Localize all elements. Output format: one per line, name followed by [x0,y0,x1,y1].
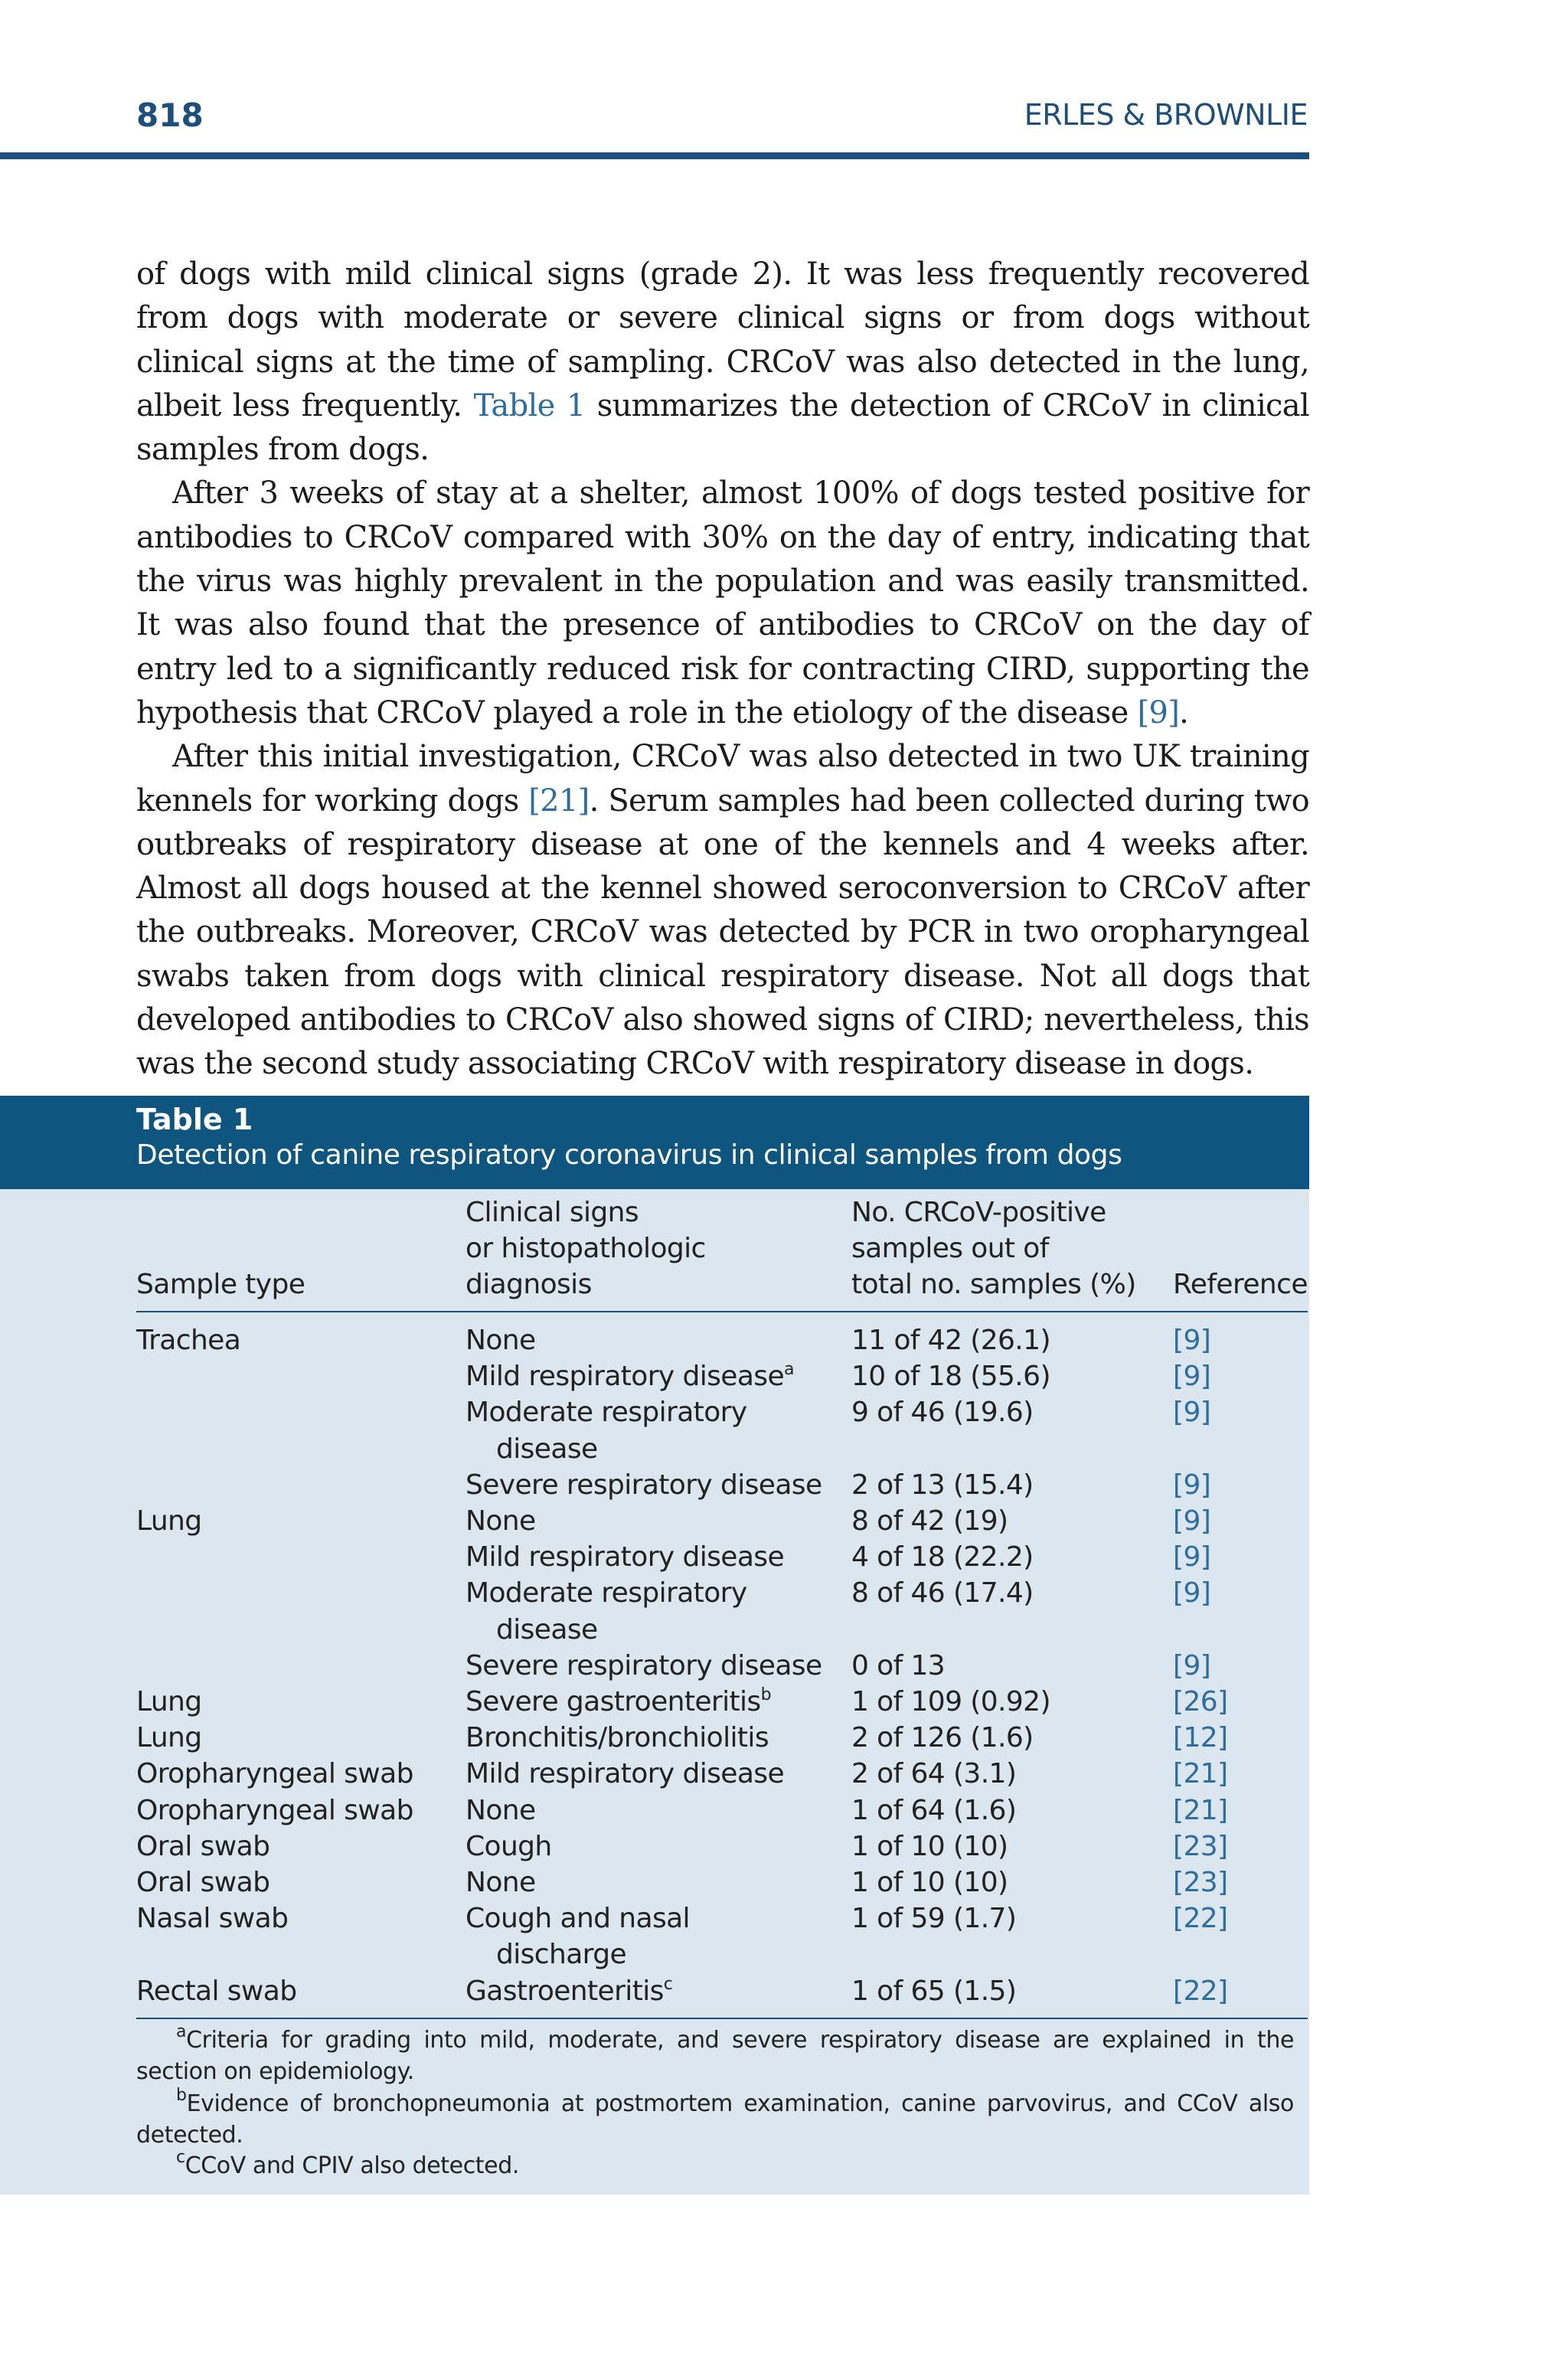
reference-link[interactable]: [21] [1173,1795,1228,1826]
sample-type-cell: Oral swab [136,1831,270,1862]
paragraph-2 [136,472,1309,735]
paragraph-2-end: . [1179,694,1189,730]
header-clinical-line-1: Clinical signs [466,1197,639,1228]
footnote-marker: c [663,1975,673,1994]
header-reference: Reference [1173,1269,1308,1300]
positive-samples-cell: 4 of 18 (22.2) [851,1541,1034,1573]
clinical-signs-text: Cough and nasal [466,1903,690,1934]
paragraph-1-end: summarizes the detection of CRCoV in clinical samples from dogs. [136,387,1309,468]
positive-samples-cell: 8 of 46 (17.4) [851,1577,1034,1609]
footnote-marker: a [784,1360,794,1379]
reference-link[interactable]: [21] [1173,1758,1228,1789]
citation-link[interactable]: [9] [1137,694,1180,730]
paragraph-1-text: of dogs with mild clinical signs (grade 2). It was less frequently recovered from dogs with moderate or severe clinical signs or from dogs without clinical signs at the time of sampling. CRCoV was also detected in the lung, albeit less frequently. [136,257,1309,423]
reference-link[interactable]: [23] [1173,1867,1228,1898]
reference-link[interactable]: [9] [1173,1325,1211,1356]
sample-type-cell: Lung [136,1686,202,1717]
sample-type-cell: Oropharyngeal swab [136,1758,413,1789]
reference-link[interactable]: [9] [1173,1650,1211,1681]
sample-type-cell: Oropharyngeal swab [136,1795,413,1826]
footnote-b [136,2088,1294,2151]
table-label: Table 1 [136,1103,253,1136]
table-rule-bottom [136,2018,1308,2019]
footnote-marker: a [176,2022,187,2041]
reference-link[interactable]: [9] [1173,1469,1211,1501]
clinical-signs-text: Cough [466,1831,552,1862]
reference-link[interactable]: [9] [1173,1577,1211,1609]
header-rule-bottom [136,1311,1308,1312]
clinical-signs-cell [466,1358,794,1394]
sample-type-cell: Nasal swab [136,1903,289,1934]
clinical-signs-cell [466,1648,822,1684]
reference-link[interactable]: [9] [1173,1361,1211,1392]
clinical-signs-continuation: disease [496,1433,598,1465]
footnote-marker: b [760,1685,771,1704]
positive-samples-cell: 11 of 42 (26.1) [851,1325,1050,1356]
footnote-text: CCoV and CPIV also detected. [185,2152,519,2179]
header-sample-type: Sample type [136,1269,305,1300]
clinical-signs-cell [466,1394,747,1430]
positive-samples-cell: 2 of 126 (1.6) [851,1722,1034,1753]
header-clinical-line-2: or histopathologic [466,1233,706,1264]
clinical-signs-cell [466,1720,769,1756]
sample-type-cell: Lung [136,1722,202,1753]
paragraph-2-text: After 3 weeks of stay at a shelter, almost 100% of dogs tested positive for antibodies to CRCoV compared with 30% on the day of entry, indicating that the virus was highly prevalent in the population and was easily transmitted. It was also found that the presence of antibodies to CRCoV on the day of entry led to a significantly reduced risk for contracting CIRD, supporting the hypothesis that CRCoV played a role in the etiology of the disease [136,476,1309,730]
positive-samples-cell: 1 of 109 (0.92) [851,1686,1050,1717]
reference-link[interactable]: [22] [1173,1976,1228,2007]
positive-samples-cell: 0 of 13 [851,1650,946,1681]
positive-samples-cell: 1 of 65 (1.5) [851,1976,1017,2007]
body-text [136,253,1309,1087]
reference-link[interactable]: [23] [1173,1831,1228,1862]
reference-link[interactable]: [26] [1173,1686,1228,1717]
reference-link[interactable]: [12] [1173,1722,1228,1753]
clinical-signs-cell [466,1864,536,1900]
header-clinical-line-3: diagnosis [466,1269,592,1300]
clinical-signs-text: Severe respiratory disease [466,1469,822,1501]
positive-samples-cell: 1 of 10 (10) [851,1831,1008,1862]
footnote-marker: c [176,2148,185,2167]
clinical-signs-continuation: discharge [496,1939,627,1970]
header-rule [0,152,1309,159]
footnote-a [136,2022,1294,2087]
clinical-signs-text: Severe gastroenteritis [466,1686,761,1717]
sample-type-cell: Lung [136,1505,202,1537]
positive-samples-cell: 1 of 59 (1.7) [851,1903,1017,1934]
footnote-marker: b [176,2086,187,2105]
clinical-signs-text: Mild respiratory disease [466,1758,785,1789]
positive-samples-cell: 10 of 18 (55.6) [851,1361,1050,1392]
clinical-signs-text: Severe respiratory disease [466,1650,822,1681]
clinical-signs-text: Moderate respiratory [466,1397,747,1428]
table-1-link[interactable]: Table 1 [473,387,586,423]
positive-samples-cell: 8 of 42 (19) [851,1505,1008,1537]
paragraph-3-text: After this initial investigation, CRCoV was also detected in two UK training kennels for working dogs [136,739,1309,819]
positive-samples-cell: 1 of 64 (1.6) [851,1795,1017,1826]
clinical-signs-cell [466,1322,536,1358]
clinical-signs-text: None [466,1795,536,1826]
footnote-text: Evidence of bronchopneumonia at postmortem examination, canine parvovirus, and CCoV also detected. [136,2090,1294,2149]
reference-link[interactable]: [9] [1173,1397,1211,1428]
clinical-signs-cell [466,1828,552,1864]
paragraph-1 [136,253,1309,472]
sample-type-cell: Oral swab [136,1867,270,1898]
clinical-signs-cell [466,1503,536,1539]
clinical-signs-text: Mild respiratory disease [466,1541,785,1573]
positive-samples-cell: 1 of 10 (10) [851,1867,1008,1898]
header-positive-line-3: total no. samples (%) [851,1269,1136,1300]
reference-link[interactable]: [9] [1173,1505,1211,1537]
page-number: 818 [136,96,204,134]
positive-samples-cell: 2 of 13 (15.4) [851,1469,1034,1501]
clinical-signs-cell [466,1900,690,1936]
reference-link[interactable]: [9] [1173,1541,1211,1573]
running-head-authors: ERLES & BROWNLIE [1024,98,1308,132]
clinical-signs-cell [466,1793,536,1828]
header-positive-line-1: No. CRCoV-positive [851,1197,1106,1228]
footnote-c [136,2150,1294,2181]
sample-type-cell: Rectal swab [136,1976,297,2007]
paragraph-3-end: . Serum samples had been collected during two outbreaks of respiratory disease at one of the kennels and 4 weeks after. Almost all dogs housed at the kennel showed seroconversion to CRCoV after the outbreaks. Moreover, CRCoV was detected by PCR in two oropharyngeal swabs taken from dogs with clinical respiratory disease. Not all dogs that developed antibodies to CRCoV also showed signs of CIRD; nevertheless, this was the second study associating CRCoV with respiratory disease in dogs. [136,783,1309,1082]
clinical-signs-text: None [466,1325,536,1356]
clinical-signs-text: Mild respiratory disease [466,1361,785,1392]
clinical-signs-continuation: disease [496,1614,598,1645]
clinical-signs-cell [466,1467,822,1503]
paragraph-3 [136,735,1309,1086]
clinical-signs-cell [466,1539,784,1575]
table-caption: Detection of canine respiratory coronavirus in clinical samples from dogs [136,1139,1122,1171]
citation-link[interactable]: [21] [528,783,590,819]
clinical-signs-text: None [466,1867,536,1898]
clinical-signs-cell [466,1684,771,1720]
clinical-signs-cell [466,1756,784,1792]
clinical-signs-cell [466,1973,672,2009]
footnote-text: Criteria for grading into mild, moderate, and severe respiratory disease are explained in the section on epidemiology. [136,2027,1294,2085]
clinical-signs-text: Moderate respiratory [466,1577,747,1609]
clinical-signs-cell [466,1575,747,1611]
sample-type-cell: Trachea [136,1325,241,1356]
positive-samples-cell: 9 of 46 (19.6) [851,1397,1034,1428]
reference-link[interactable]: [22] [1173,1903,1228,1934]
header-positive-line-2: samples out of [851,1233,1049,1264]
clinical-signs-text: None [466,1505,536,1537]
clinical-signs-text: Bronchitis/bronchiolitis [466,1722,769,1753]
clinical-signs-text: Gastroenteritis [466,1976,664,2007]
positive-samples-cell: 2 of 64 (3.1) [851,1758,1017,1789]
